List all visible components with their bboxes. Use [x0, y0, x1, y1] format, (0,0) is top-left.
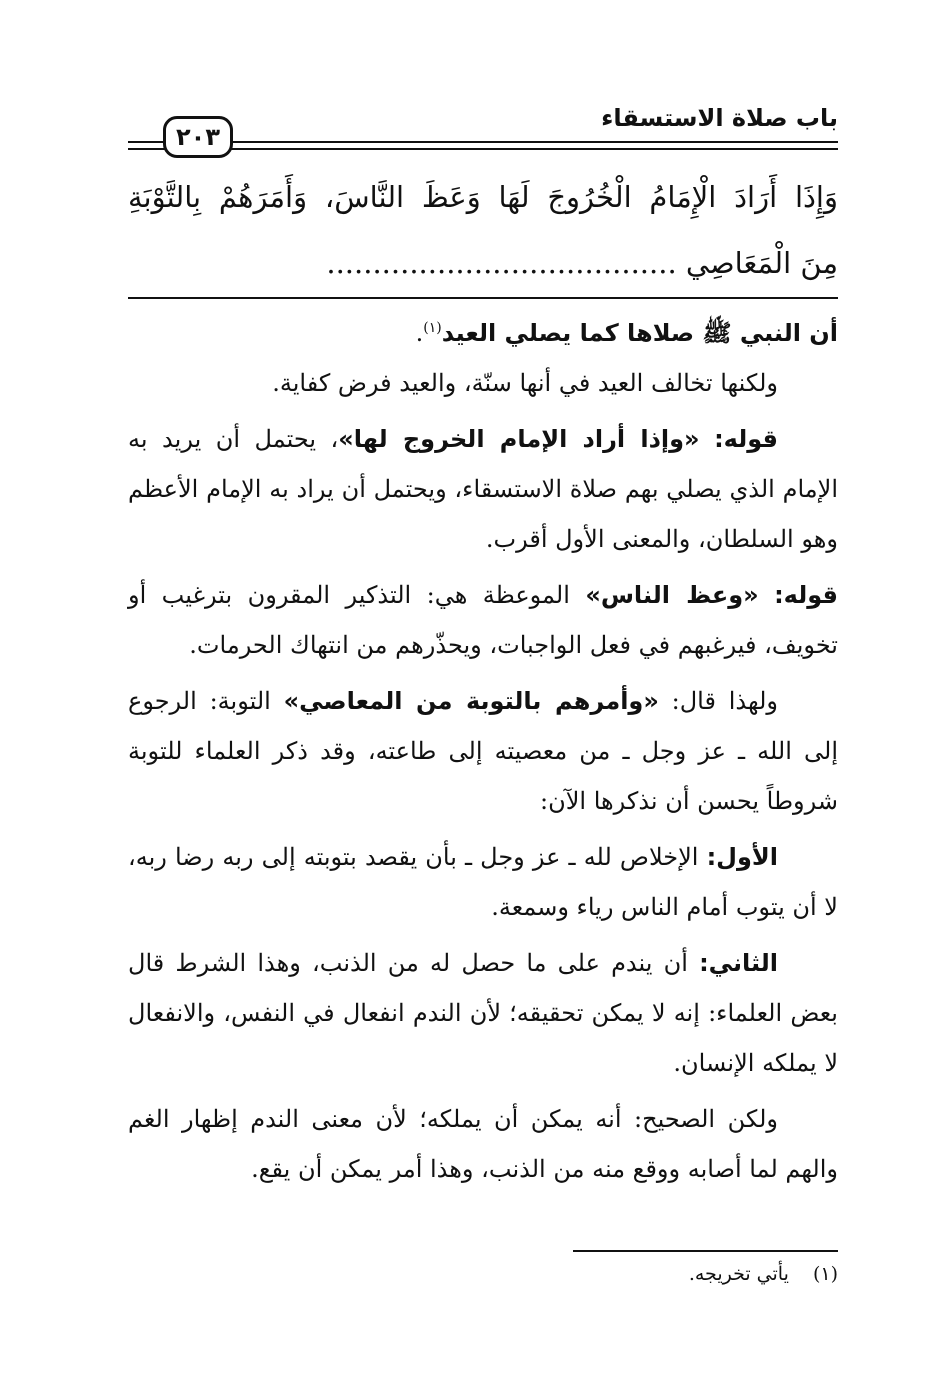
header-rule-top: [128, 141, 838, 143]
paragraph-3: [128, 414, 838, 564]
paragraph-6: [128, 832, 838, 932]
paragraph-8: [128, 1094, 838, 1194]
matn-separator: [128, 297, 838, 299]
matn-dots: ......................................: [326, 246, 677, 280]
p5-quote: «وأمرهم بالتوبة من المعاصي»: [283, 687, 659, 715]
p6-lead: الأول:: [706, 843, 778, 871]
p4-lead: قوله:: [774, 581, 838, 609]
footnote-text: يأتي تخريجه.: [688, 1263, 789, 1285]
p2-text: ولكنها تخالف العيد في أنها سنّة، والعيد فرض كفاية.: [272, 369, 778, 397]
p7-lead: الثاني:: [699, 949, 778, 977]
footnote-ref: (١): [423, 320, 442, 336]
matn-line-2-text: مِنَ الْمَعَاصِي: [685, 246, 838, 280]
p3-quote: «وإذا أراد الإمام الخروج لها»: [338, 425, 700, 453]
commentary: [128, 308, 838, 1194]
footnote: [689, 1263, 838, 1285]
p5-before: ولهذا قال:: [658, 687, 778, 715]
paragraph-5: [128, 676, 838, 826]
paragraph-7: [128, 938, 838, 1088]
p3-lead: قوله:: [714, 425, 779, 453]
p8-text: ولكن الصحيح: أنه يمكن أن يملكه؛ لأن معنى الندم إظهار الغم والهم لما أصابه ووقع منه من الذنب، وهذا أمر يمكن أن يقع.: [128, 1105, 838, 1183]
p4-quote: «وعظ الناس»: [585, 581, 759, 609]
footnote-rule: [573, 1250, 838, 1252]
header-rule-bottom: [128, 148, 838, 150]
p1-end: .: [415, 319, 424, 347]
p4-text: الموعظة هي: التذكير المقرون بترغيب أو تخويف، فيرغبهم في فعل الواجبات، ويحذّرهم من انتهاك الحرمات.: [128, 581, 838, 659]
p1-bold: أن النبي ﷺ صلاها كما يصلي العيد: [441, 319, 838, 347]
p5-text: التوبة: الرجوع إلى الله ـ عز وجل ـ من معصيته إلى طاعته، وقد ذكر العلماء للتوبة شروطاً يحسن أن نذكرها الآن:: [128, 687, 838, 815]
p7-text: أن يندم على ما حصل له من الذنب، وهذا الشرط قال بعض العلماء: إنه لا يمكن تحقيقه؛ لأن الندم انفعال في النفس، والانفعال لا يملكه الإنسان.: [128, 949, 838, 1077]
matn-line-2: [128, 246, 838, 280]
page-number: ٢٠٣: [163, 116, 233, 158]
paragraph-2: [128, 358, 838, 408]
p3-text: ، يحتمل أن يريد به الإمام الذي يصلي بهم صلاة الاستسقاء، ويحتمل أن يراد به الإمام الأعظم وهو السلطان، والمعنى الأول أقرب.: [128, 425, 838, 553]
paragraph-1: [128, 308, 838, 358]
matn-line-1: وَإِذَا أَرَادَ الْإِمَامُ الْخُرُوجَ لَهَا وَعَظَ النَّاسَ، وَأَمَرَهُمْ بِالتَّوْبَةِ: [128, 180, 838, 214]
footnote-number: (١): [812, 1263, 838, 1285]
p6-text: الإخلاص لله ـ عز وجل ـ بأن يقصد بتوبته إلى ربه رضا ربه، لا أن يتوب أمام الناس رياء وسمعة.: [128, 843, 838, 921]
paragraph-4: [128, 570, 838, 670]
chapter-title: باب صلاة الاستسقاء: [601, 104, 838, 132]
